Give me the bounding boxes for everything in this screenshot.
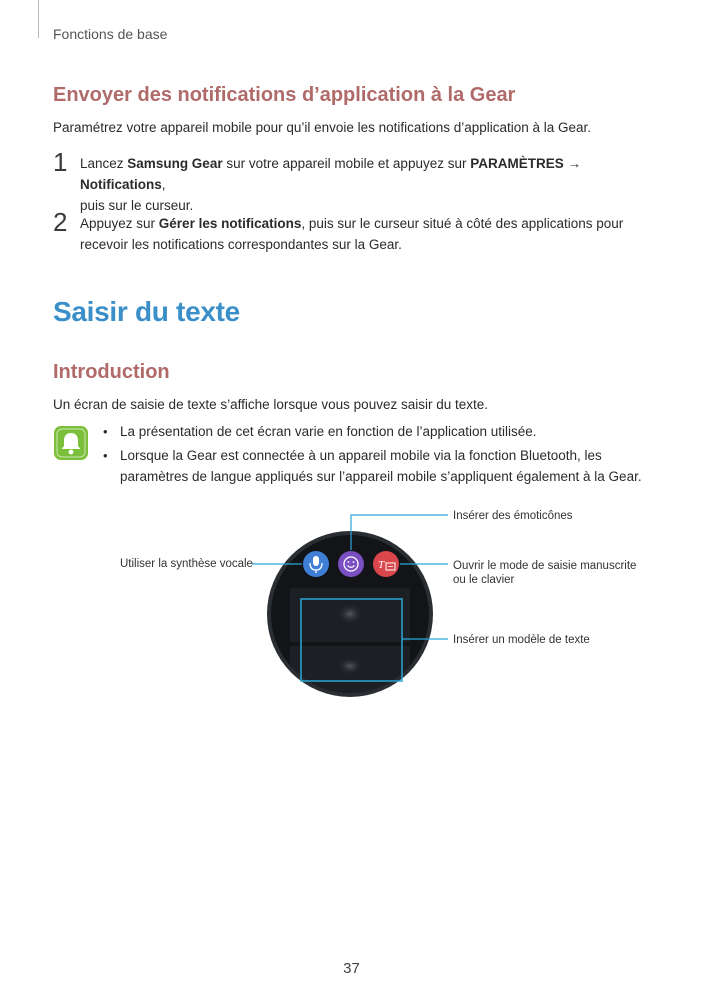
menu-notifications: Notifications <box>80 177 162 192</box>
callout-voice: Utiliser la synthèse vocale <box>120 558 253 570</box>
arrow: → <box>563 156 582 171</box>
section2-intro: Un écran de saisie de texte s’affiche lorsque vous pouvez saisir du texte. <box>53 397 488 412</box>
app-name: Samsung Gear <box>127 156 223 171</box>
callout-handwriting-line1: Ouvrir le mode de saisie manuscrite <box>453 560 637 572</box>
callout-emoticons: Insérer des émoticônes <box>453 510 573 522</box>
callout-handwriting-line2: ou le clavier <box>453 574 515 586</box>
section2-title: Saisir du texte <box>53 296 240 327</box>
watch-illustration <box>0 490 703 720</box>
header-rule <box>38 0 39 38</box>
section1-title: Envoyer des notifications d’application à la Gear <box>53 84 516 106</box>
menu-settings: PARAMÈTRES <box>470 156 564 171</box>
header-section: Fonctions de base <box>53 26 168 42</box>
section1-intro: Paramétrez votre appareil mobile pour qu’il envoie les notifications d’application à la Gear. <box>53 120 592 135</box>
list-item: • La présentation de cet écran varie en fonction de l’application utilisée. <box>103 424 537 439</box>
step-number: 2 <box>53 207 68 237</box>
handwriting-button[interactable] <box>373 551 399 577</box>
step-text-part: Appuyez sur <box>80 216 159 231</box>
list-item: • Lorsque la Gear est connectée à un appareil mobile via la fonction Bluetooth, les paramètres de langue appliqués sur l’appareil mobile s’appliquent également à la Gear. <box>103 448 642 484</box>
bullet-text: Lorsque la Gear est connectée à un appareil mobile via la fonction Bluetooth, les paramètres de langue appliqués sur l’appareil mobile s’appliquent également à la Gear. <box>120 448 642 484</box>
callout-handwriting <box>453 559 636 587</box>
menu-manage-notifications: Gérer les notifications <box>158 216 302 231</box>
step-text-part: puis sur le curseur. <box>80 198 194 213</box>
step-text-part: recevoir les notifications correspondantes sur la Gear. <box>80 237 402 252</box>
step-text <box>80 213 670 255</box>
page-number: 37 <box>343 960 360 977</box>
step-text-part: , <box>161 177 166 192</box>
step-text-part: , puis sur le curseur situé à côté des applications pour <box>301 216 624 231</box>
step-text-part: Lancez <box>80 156 128 171</box>
note-bullets <box>103 421 663 487</box>
section2-subtitle: Introduction <box>53 361 170 383</box>
template-item-2 <box>338 658 362 674</box>
step-text <box>80 153 670 216</box>
step-number: 1 <box>53 147 68 177</box>
bullet-text: La présentation de cet écran varie en fonction de l’application utilisée. <box>120 424 537 439</box>
step-text-part: sur votre appareil mobile et appuyez sur <box>222 156 471 171</box>
template-item-1 <box>338 604 362 624</box>
emoji-button[interactable] <box>338 551 364 577</box>
mic-button[interactable] <box>303 551 329 577</box>
note-bell-icon <box>53 425 89 461</box>
input-screen-diagram <box>0 490 703 720</box>
svg-text:T: T <box>378 559 385 571</box>
callout-template: Insérer un modèle de texte <box>453 634 590 646</box>
